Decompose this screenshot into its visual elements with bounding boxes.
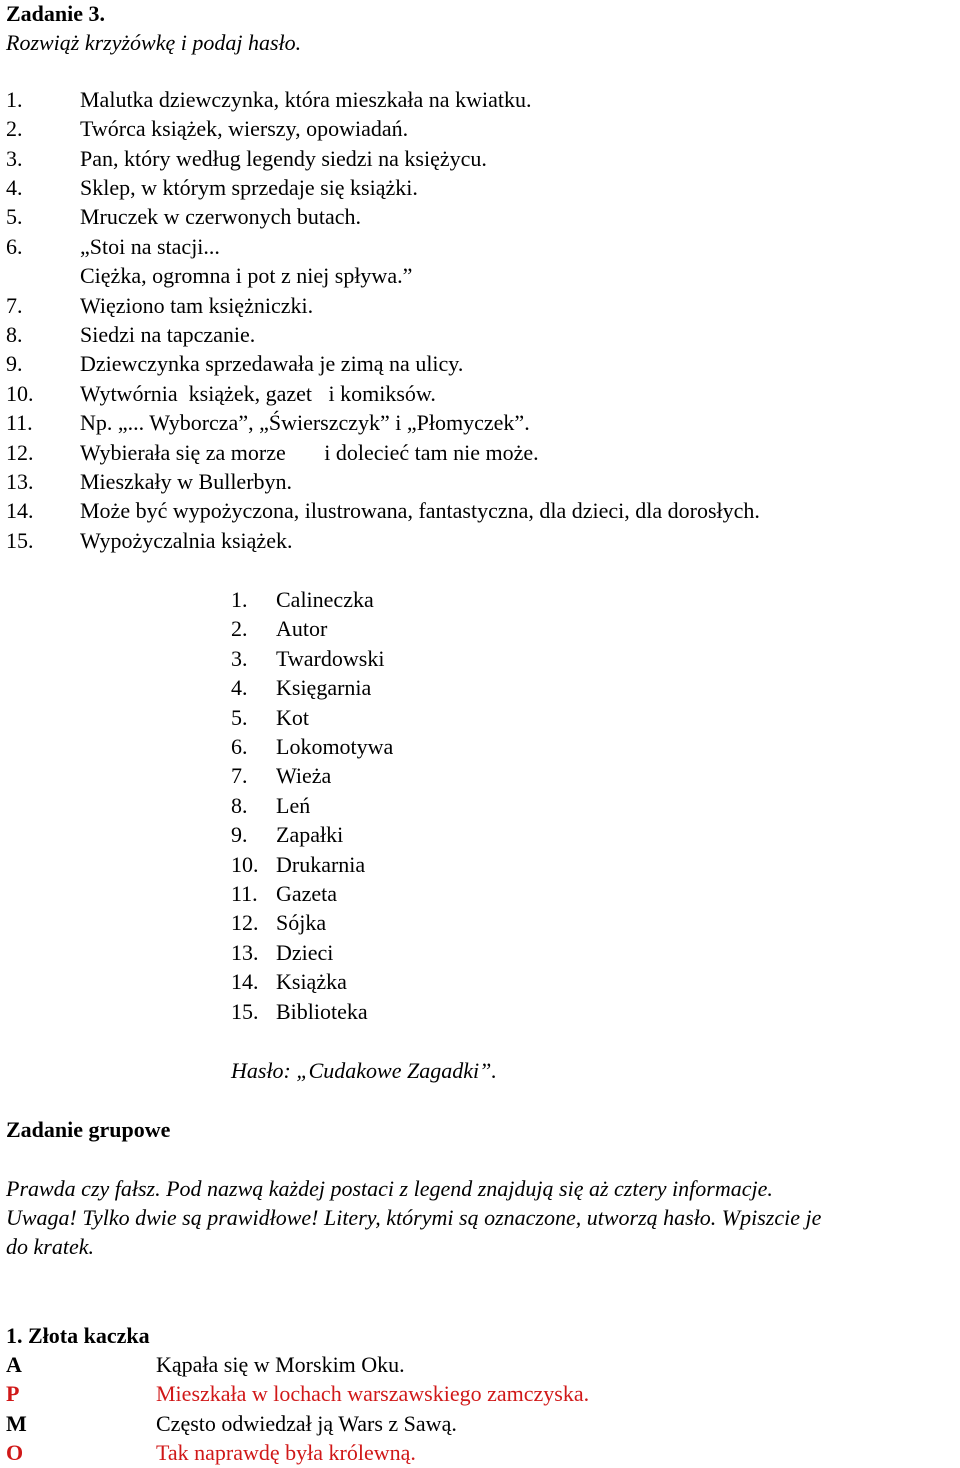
- question-item: [0, 528, 960, 554]
- answer-text: Drukarnia: [276, 852, 366, 877]
- answer-item: [0, 616, 960, 642]
- answer-text: Calineczka: [276, 587, 374, 612]
- answer-text: Autor: [276, 616, 328, 641]
- answer-item: [0, 999, 960, 1025]
- question-text: Może być wypożyczona, ilustrowana, fantastyczna, dla dzieci, dla dorosłych.: [80, 498, 760, 523]
- question-number: 4.: [6, 175, 23, 200]
- question-text: Twórca książek, wierszy, opowiadań.: [80, 116, 409, 141]
- statement-item: [0, 1352, 960, 1378]
- question-text: Malutka dziewczynka, która mieszkała na kwiatku.: [80, 87, 532, 112]
- question-text: Wytwórnia książek, gazet i komiksów.: [80, 381, 436, 406]
- answer-number: 2.: [231, 616, 248, 641]
- question-text: „Stoi na stacji...: [80, 234, 220, 259]
- question-number: 6.: [6, 234, 23, 259]
- answer-number: 6.: [231, 734, 248, 759]
- question-text: Pan, który według legendy siedzi na księżycu.: [80, 146, 487, 171]
- statement-text: Kąpała się w Morskim Oku.: [156, 1352, 405, 1377]
- question-item: [0, 498, 960, 524]
- answer-item: [0, 881, 960, 907]
- task-instruction: Rozwiąż krzyżówkę i podaj hasło.: [6, 30, 302, 55]
- question-item: [0, 263, 960, 289]
- answer-item: [0, 646, 960, 672]
- question-item: [0, 440, 960, 466]
- question-number: 5.: [6, 204, 23, 229]
- question-item: [0, 381, 960, 407]
- question-number: 14.: [6, 498, 34, 523]
- question-number: 15.: [6, 528, 34, 553]
- answer-text: Leń: [276, 793, 311, 818]
- statement-text: Mieszkała w lochach warszawskiego zamczyska.: [156, 1381, 590, 1406]
- answer-text: Książka: [276, 969, 347, 994]
- answer-number: 7.: [231, 763, 248, 788]
- statement-letter: O: [6, 1440, 24, 1465]
- answer-item: [0, 910, 960, 936]
- answer-item: [0, 734, 960, 760]
- question-text: Więziono tam księżniczki.: [80, 293, 314, 318]
- question-text: Mruczek w czerwonych butach.: [80, 204, 361, 229]
- question-number: 13.: [6, 469, 34, 494]
- question-item: [0, 234, 960, 260]
- password-line: Hasło: „Cudakowe Zagadki”.: [231, 1058, 497, 1083]
- question-item: [0, 87, 960, 113]
- answer-item: [0, 763, 960, 789]
- statement-letter: A: [6, 1352, 22, 1377]
- answer-number: 3.: [231, 646, 248, 671]
- question-item: [0, 293, 960, 319]
- question-item: [0, 322, 960, 348]
- question-number: 1.: [6, 87, 23, 112]
- question-text: Siedzi na tapczanie.: [80, 322, 256, 347]
- statement-text: Tak naprawdę była królewną.: [156, 1440, 416, 1465]
- question-number: 7.: [6, 293, 23, 318]
- question-text: Mieszkały w Bullerbyn.: [80, 469, 293, 494]
- question-number: 2.: [6, 116, 23, 141]
- answer-text: Zapałki: [276, 822, 344, 847]
- question-number: 12.: [6, 440, 34, 465]
- question-item: [0, 469, 960, 495]
- answer-item: [0, 587, 960, 613]
- answer-number: 8.: [231, 793, 248, 818]
- answer-text: Twardowski: [276, 646, 385, 671]
- question-text: Wypożyczalnia książek.: [80, 528, 293, 553]
- question-number: 3.: [6, 146, 23, 171]
- answer-number: 4.: [231, 675, 248, 700]
- answer-number: 10.: [231, 852, 259, 877]
- answer-number: 13.: [231, 940, 259, 965]
- answer-text: Lokomotywa: [276, 734, 394, 759]
- group-task-instruction-line: Uwaga! Tylko dwie są prawidłowe! Litery, którymi są oznaczone, utworzą hasło. Wpiszcie je: [6, 1205, 822, 1230]
- question-item: [0, 146, 960, 172]
- group-task-instruction-line: Prawda czy fałsz. Pod nazwą każdej postaci z legend znajdują się aż cztery informacje.: [6, 1176, 773, 1201]
- answer-number: 12.: [231, 910, 259, 935]
- answer-item: [0, 675, 960, 701]
- question-text: Wybierała się za morze i dolecieć tam nie może.: [80, 440, 539, 465]
- group-task-title: Zadanie grupowe: [6, 1117, 171, 1142]
- answer-number: 11.: [231, 881, 258, 906]
- statement-item: [0, 1411, 960, 1437]
- answer-item: [0, 969, 960, 995]
- question-item: [0, 116, 960, 142]
- answer-text: Biblioteka: [276, 999, 368, 1024]
- answer-text: Sójka: [276, 910, 327, 935]
- section-title: 1. Złota kaczka: [6, 1323, 150, 1348]
- question-text: Dziewczynka sprzedawała je zimą na ulicy.: [80, 351, 464, 376]
- statement-item: [0, 1381, 960, 1407]
- question-item: [0, 204, 960, 230]
- statement-text: Często odwiedzał ją Wars z Sawą.: [156, 1411, 457, 1436]
- answer-text: Księgarnia: [276, 675, 372, 700]
- answer-text: Wieża: [276, 763, 332, 788]
- question-number: 8.: [6, 322, 23, 347]
- answer-number: 14.: [231, 969, 259, 994]
- answer-item: [0, 705, 960, 731]
- question-item: [0, 175, 960, 201]
- question-item: [0, 410, 960, 436]
- statement-letter: M: [6, 1411, 27, 1436]
- answer-item: [0, 940, 960, 966]
- answer-text: Dzieci: [276, 940, 334, 965]
- statement-letter: P: [6, 1381, 20, 1406]
- answer-number: 15.: [231, 999, 259, 1024]
- answer-item: [0, 822, 960, 848]
- question-number: 11.: [6, 410, 33, 435]
- answer-text: Gazeta: [276, 881, 338, 906]
- answer-number: 5.: [231, 705, 248, 730]
- answer-text: Kot: [276, 705, 309, 730]
- statement-item: [0, 1440, 960, 1466]
- answer-number: 1.: [231, 587, 248, 612]
- question-text: Ciężka, ogromna i pot z niej spływa.”: [80, 263, 413, 288]
- answer-item: [0, 793, 960, 819]
- question-text: Np. „... Wyborcza”, „Świerszczyk” i „Płomyczek”.: [80, 410, 530, 435]
- question-number: 10.: [6, 381, 34, 406]
- group-task-instruction-line: do kratek.: [6, 1234, 94, 1259]
- answer-number: 9.: [231, 822, 248, 847]
- question-item: [0, 351, 960, 377]
- question-number: 9.: [6, 351, 23, 376]
- task-title: Zadanie 3.: [6, 1, 106, 26]
- question-text: Sklep, w którym sprzedaje się książki.: [80, 175, 418, 200]
- answer-item: [0, 852, 960, 878]
